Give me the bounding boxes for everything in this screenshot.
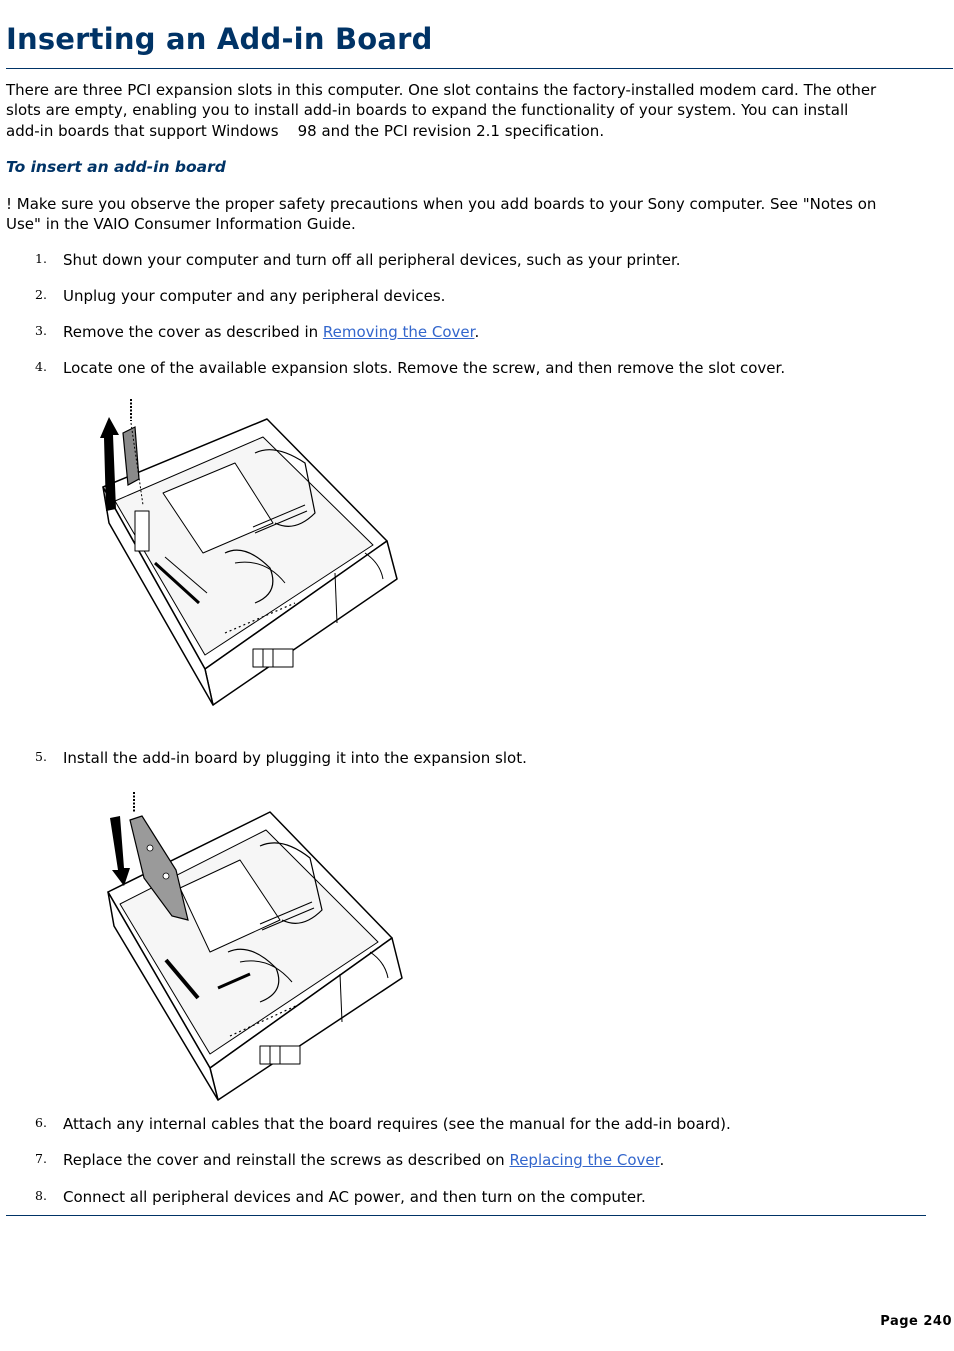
remove-slot-cover-illustration — [95, 393, 405, 711]
step-text: Unplug your computer and any peripheral devices. — [63, 287, 446, 305]
step-1 — [0, 250, 954, 272]
intro-line-3: add-in boards that support Windows 98 and the PCI revision 2.1 specification. — [6, 122, 605, 140]
footer-divider — [6, 1215, 926, 1216]
page-number — [880, 1314, 952, 1329]
step-3 — [0, 322, 954, 344]
step-number: 2. — [35, 287, 47, 302]
intro-line-1: There are three PCI expansion slots in this computer. One slot contains the factory-installed modem card. The other — [6, 81, 877, 99]
step-4 — [0, 358, 954, 380]
removing-cover-link[interactable]: Removing the Cover — [322, 323, 475, 341]
step-text: Shut down your computer and turn off all peripheral devices, such as your printer. — [63, 251, 681, 269]
step-7 — [0, 1150, 954, 1172]
procedure-heading: To insert an add-in board — [6, 158, 226, 176]
step-6 — [0, 1114, 954, 1136]
step-text: Locate one of the available expansion slots. Remove the screw, and then remove the slot cover. — [63, 359, 786, 377]
warning-line-2: Use" in the VAIO Consumer Information Guide. — [6, 215, 356, 233]
page-title: Inserting an Add-in Board — [6, 22, 433, 56]
step-text-before: Replace the cover and reinstall the screws as described on — [63, 1151, 510, 1169]
step-text-after: . — [474, 323, 480, 341]
step-text: Connect all peripheral devices and AC power, and then turn on the computer. — [63, 1188, 646, 1206]
install-board-illustration — [100, 788, 410, 1106]
page-label: Page — [880, 1314, 919, 1329]
title-divider — [6, 68, 953, 69]
replacing-cover-link[interactable]: Replacing the Cover — [509, 1151, 660, 1169]
step-text-after: . — [659, 1151, 665, 1169]
step-8 — [0, 1187, 954, 1209]
step-text: Install the add-in board by plugging it into the expansion slot. — [63, 749, 527, 767]
step-number: 5. — [35, 749, 47, 764]
step-5 — [0, 748, 954, 770]
step-number: 4. — [35, 359, 47, 374]
warning-line-1: ! Make sure you observe the proper safety precautions when you add boards to your Sony computer. See "Notes on — [6, 195, 877, 213]
page-number-value: 240 — [923, 1314, 952, 1329]
step-text: Attach any internal cables that the board requires (see the manual for the add-in board). — [63, 1115, 731, 1133]
intro-line-2: slots are empty, enabling you to install add-in boards to expand the functionality of your system. You can install — [6, 101, 849, 119]
step-number: 3. — [35, 323, 47, 338]
step-text — [63, 322, 479, 342]
step-text — [63, 1150, 664, 1170]
step-text-before: Remove the cover as described in — [63, 323, 323, 341]
step-number: 7. — [35, 1151, 47, 1166]
step-number: 1. — [35, 251, 47, 266]
step-2 — [0, 286, 954, 308]
step-number: 8. — [35, 1188, 47, 1203]
step-number: 6. — [35, 1115, 47, 1130]
